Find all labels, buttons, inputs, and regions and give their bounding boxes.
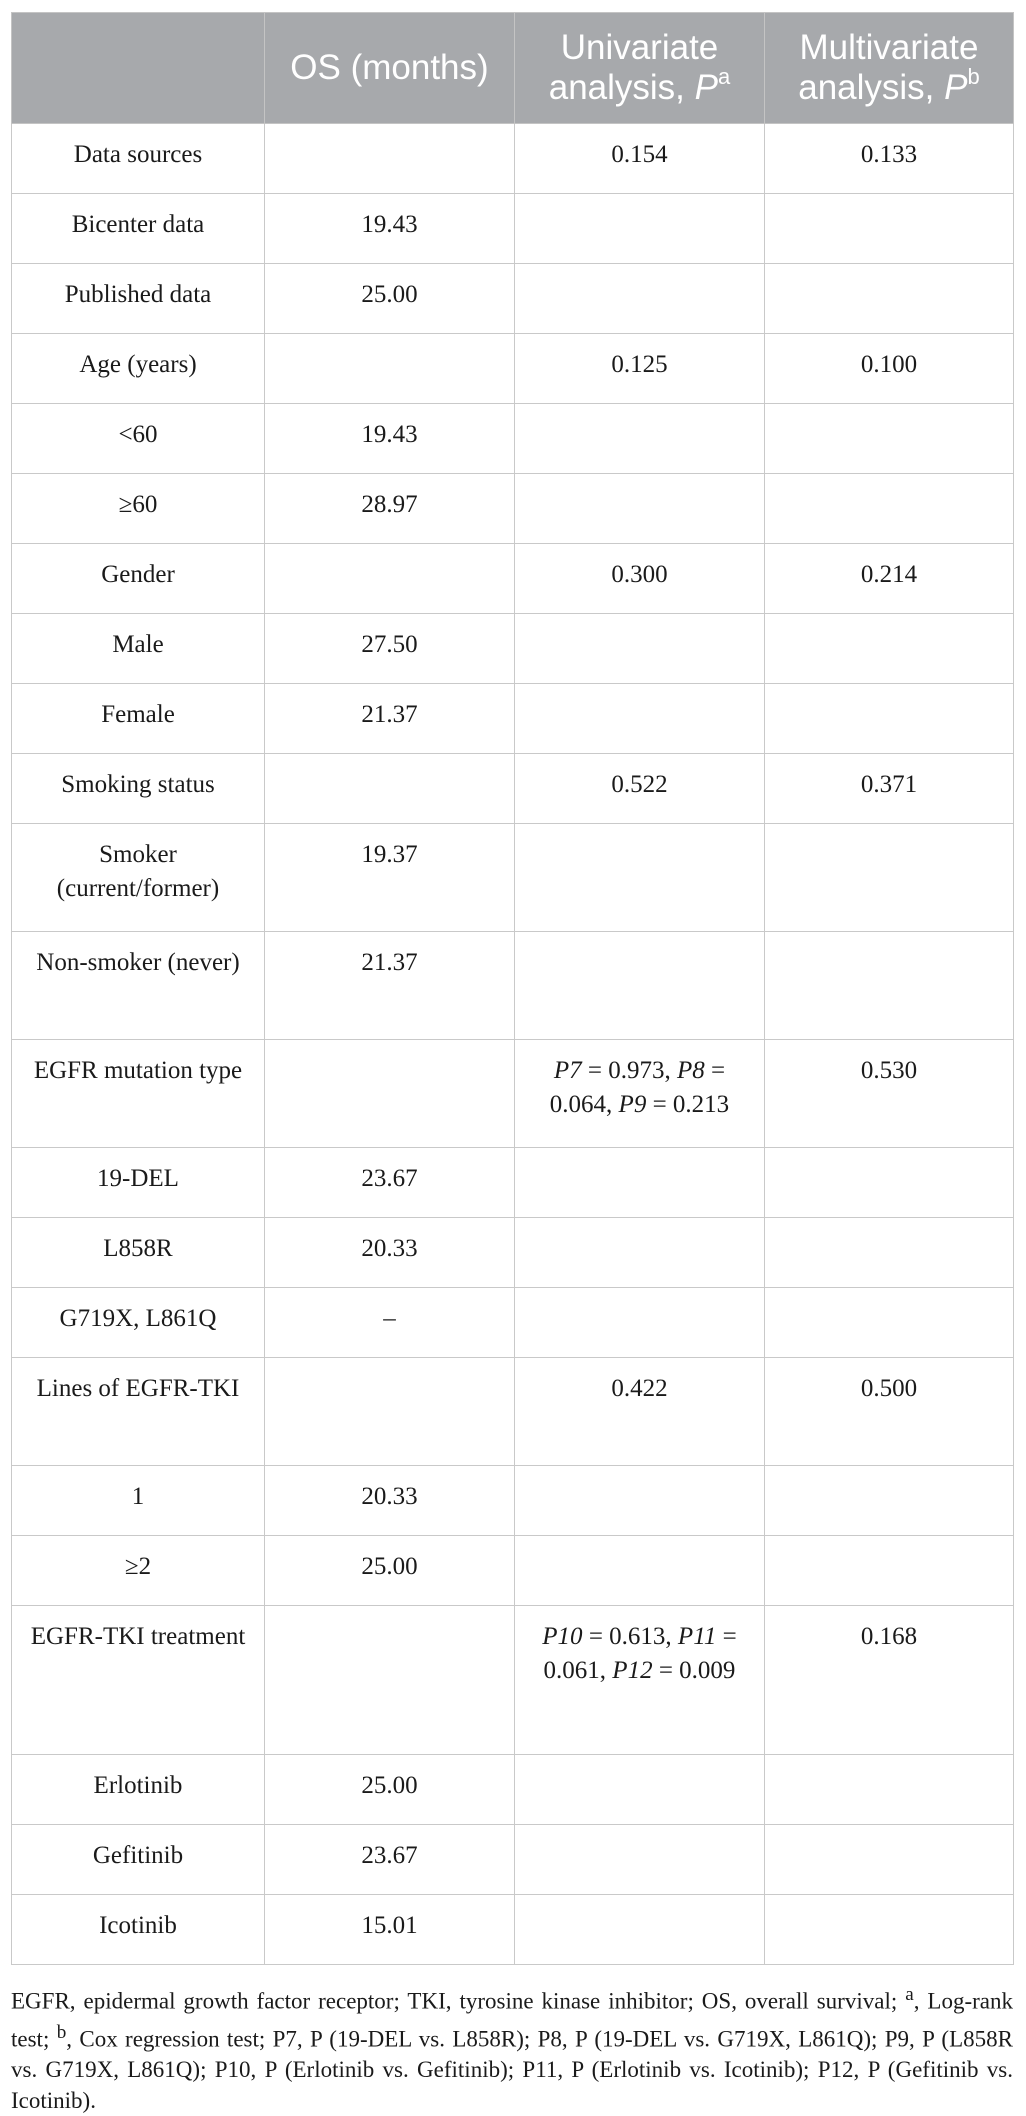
table-row [12,544,1014,614]
p9-value: = 0.213 [646,1091,730,1118]
row-label: Icotinib [12,1895,265,1965]
p11-label: P11 [677,1623,717,1650]
row-label: Gender [12,544,265,614]
header-multivariate-sup: b [967,64,980,90]
row-label: Male [12,614,265,684]
row-multivariate [765,1755,1014,1825]
header-univariate-p: P [694,68,718,107]
row-label: Erlotinib [12,1755,265,1825]
p12-value: = 0.009 [652,1657,736,1684]
row-os: 19.43 [265,194,515,264]
survival-analysis-table [11,12,1014,1965]
header-univariate-sup: a [718,64,731,90]
p10-label: P10 [542,1623,583,1650]
row-label: L858R [12,1218,265,1288]
row-os: 15.01 [265,1895,515,1965]
row-os [265,1358,515,1466]
table-row [12,614,1014,684]
row-univariate [515,194,765,264]
row-label: EGFR-TKI treatment [12,1606,265,1755]
row-multivariate: 0.133 [765,124,1014,194]
row-multivariate: 0.168 [765,1606,1014,1755]
row-os [265,544,515,614]
header-multivariate [765,13,1014,124]
row-label: 19-DEL [12,1148,265,1218]
footnote-part1: EGFR, epidermal growth factor receptor; TKI, tyrosine kinase inhibitor; OS, overall survival; [11,1988,906,2014]
table-row [12,1148,1014,1218]
row-univariate [515,1895,765,1965]
p7-value: = 0.973, [581,1057,677,1084]
row-multivariate [765,1148,1014,1218]
row-univariate [515,1755,765,1825]
row-os [265,124,515,194]
table-row [12,264,1014,334]
row-univariate: 0.422 [515,1358,765,1466]
p8-value: = 0.064, [549,1057,726,1118]
row-univariate: 0.522 [515,754,765,824]
table-row [12,1536,1014,1606]
table-row [12,824,1014,932]
row-os: 25.00 [265,1755,515,1825]
row-univariate [515,1825,765,1895]
footnote-part2: , Log-rank test; [11,1988,1014,2052]
table-row [12,1288,1014,1358]
row-multivariate [765,824,1014,932]
table-row [12,1218,1014,1288]
table-row [12,1606,1014,1755]
table-row [12,474,1014,544]
row-univariate [515,404,765,474]
p12-label: P12 [612,1657,653,1684]
row-multivariate: 0.530 [765,1040,1014,1148]
header-row [12,13,1014,124]
row-multivariate [765,1536,1014,1606]
row-os: 19.37 [265,824,515,932]
header-univariate [515,13,765,124]
row-label: G719X, L861Q [12,1288,265,1358]
row-label: Published data [12,264,265,334]
row-multivariate [765,194,1014,264]
footnote-sup-b: b [56,2021,67,2043]
row-univariate [515,1536,765,1606]
row-multivariate [765,1218,1014,1288]
table-row [12,1755,1014,1825]
row-univariate: 0.154 [515,124,765,194]
row-univariate [515,684,765,754]
row-os [265,754,515,824]
table-row [12,124,1014,194]
table-row [12,754,1014,824]
footnote-sup-a: a [905,1984,914,2005]
row-multivariate [765,1825,1014,1895]
footnote-part3: , Cox regression test; P7, P (19-DEL vs. L858R); P8, P (19-DEL vs. G719X, L861Q); P9, P (L858R vs. G719X, L861Q); P10, P (Erlotinib vs. Gefitinib); P11, P (Erlotinib vs. Icotinib); P12, P (Gefitinib vs. Icotinib). [11,2026,1013,2114]
row-label: Female [12,684,265,754]
row-multivariate [765,474,1014,544]
header-multivariate-p: P [944,68,968,107]
table-row [12,404,1014,474]
row-univariate [515,614,765,684]
table-row [12,932,1014,1040]
row-univariate: 0.300 [515,544,765,614]
row-os: 20.33 [265,1218,515,1288]
table-row [12,1895,1014,1965]
row-label: ≥60 [12,474,265,544]
p7-label: P7 [553,1057,582,1084]
row-multivariate [765,264,1014,334]
row-univariate [515,1288,765,1358]
p11-value: = 0.061, [543,1623,737,1684]
p8-label: P8 [677,1057,705,1084]
table-row [12,1040,1014,1148]
row-os: 25.00 [265,264,515,334]
row-label: Smoker (current/former) [12,824,265,932]
p9-label: P9 [618,1091,647,1118]
table-row [12,334,1014,404]
row-multivariate [765,1895,1014,1965]
row-multivariate: 0.371 [765,754,1014,824]
row-label: Data sources [12,124,265,194]
row-label: 1 [12,1466,265,1536]
row-multivariate [765,684,1014,754]
row-univariate [515,824,765,932]
row-multivariate [765,932,1014,1040]
row-univariate [515,264,765,334]
row-multivariate [765,614,1014,684]
row-os: 25.00 [265,1536,515,1606]
row-os: 28.97 [265,474,515,544]
row-os: 23.67 [265,1825,515,1895]
row-multivariate [765,1466,1014,1536]
row-os: 19.43 [265,404,515,474]
row-univariate: 0.125 [515,334,765,404]
header-multivariate-text: Multivariate analysis, [798,28,979,107]
table-row [12,1825,1014,1895]
row-label: Gefitinib [12,1825,265,1895]
row-multivariate [765,1288,1014,1358]
row-label: Smoking status [12,754,265,824]
row-univariate [515,474,765,544]
row-multivariate: 0.100 [765,334,1014,404]
row-label: Non-smoker (never) [12,932,265,1040]
row-label: ≥2 [12,1536,265,1606]
row-label: <60 [12,404,265,474]
row-univariate [515,1218,765,1288]
row-os [265,334,515,404]
table-row [12,194,1014,264]
row-os: 23.67 [265,1148,515,1218]
row-label: EGFR mutation type [12,1040,265,1148]
header-univariate-text: Univariate analysis, [548,28,719,107]
row-label: Bicenter data [12,194,265,264]
row-label: Age (years) [12,334,265,404]
header-os: OS (months) [265,13,515,124]
p10-value: = 0.613, [582,1623,678,1650]
row-univariate [515,932,765,1040]
table-row [12,1358,1014,1466]
row-os: 27.50 [265,614,515,684]
table-container [11,12,1013,2116]
table-row [12,1466,1014,1536]
row-multivariate [765,404,1014,474]
row-os: – [265,1288,515,1358]
row-univariate [515,1466,765,1536]
header-variable [12,13,265,124]
row-os [265,1040,515,1148]
row-label: Lines of EGFR-TKI [12,1358,265,1466]
row-os: 21.37 [265,932,515,1040]
row-multivariate: 0.500 [765,1358,1014,1466]
row-os: 20.33 [265,1466,515,1536]
row-os: 21.37 [265,684,515,754]
table-row [12,684,1014,754]
row-multivariate: 0.214 [765,544,1014,614]
row-univariate [515,1148,765,1218]
table-footnote [11,1979,1013,2116]
row-univariate-tki-treatment [515,1606,765,1755]
row-os [265,1606,515,1755]
row-univariate-egfr-mutation [515,1040,765,1148]
